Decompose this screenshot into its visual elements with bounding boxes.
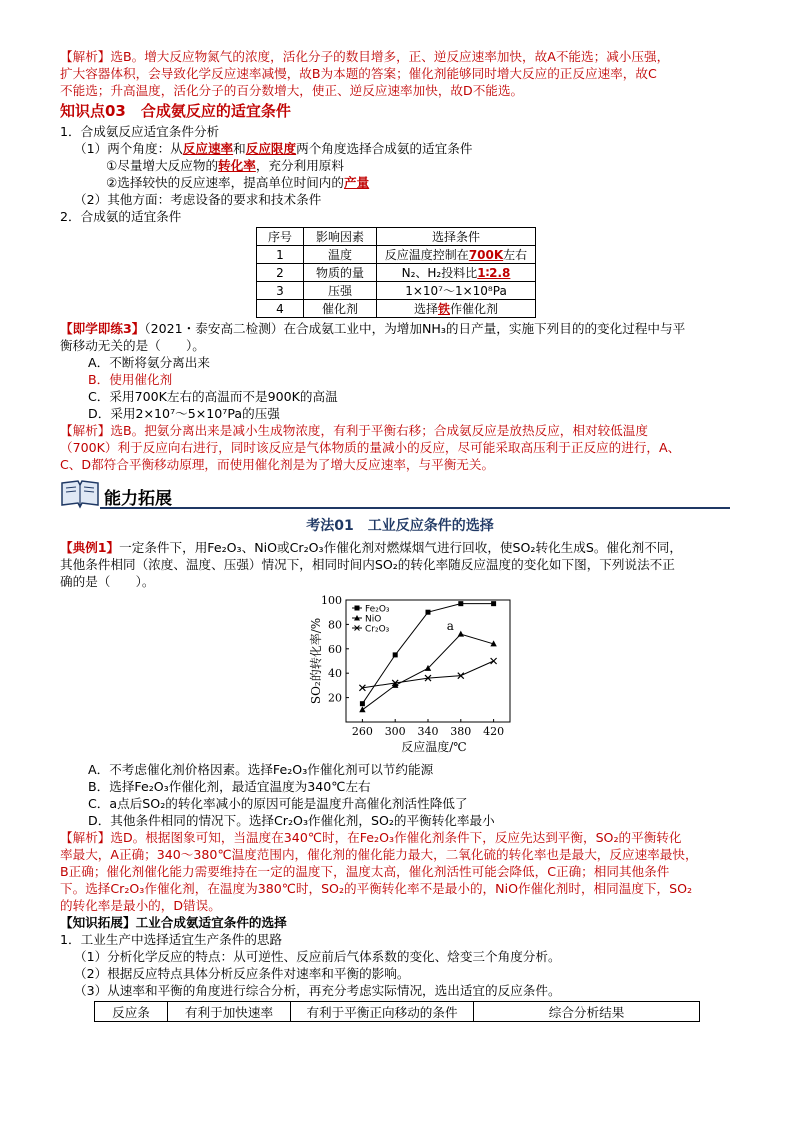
text-line: 2．合成氨的适宜条件	[60, 209, 182, 224]
y-tick-label: 100	[321, 594, 342, 607]
y-tick-label: 80	[328, 618, 342, 632]
text-line: （700K）利于反应向右进行，同时该反应是气体物质的量减小的反应，尽可能采取高压利于正反应的进行，A、	[60, 440, 681, 455]
table-row	[257, 264, 536, 282]
point-annotation: a	[446, 619, 454, 634]
table-header-row	[95, 1002, 700, 1022]
knowledge-extension-title: 【知识拓展】工业合成氨适宜条件的选择	[60, 915, 287, 930]
keyword: 反应速率	[182, 141, 234, 156]
table-cell: 4	[257, 300, 304, 318]
data-point	[426, 610, 431, 615]
practice-source: （2021・泰安高二检测）	[144, 321, 284, 336]
y-axis-label: SO₂的转化率/%	[309, 617, 323, 705]
banner-rule	[100, 507, 730, 509]
series-line	[362, 604, 493, 704]
legend-label: Fe₂O₃	[365, 604, 390, 615]
practice-question	[60, 320, 740, 337]
text-line: 的转化率是最小的，D错误。	[60, 898, 221, 913]
text-line: （3）从速率和平衡的角度进行综合分析，再充分考虑实际情况，选出适宜的反应条件。	[74, 983, 561, 998]
text-span: 在合成氨工业中，为增加NH₃的日产量，实施下列目的的变化过程中与平	[283, 321, 686, 336]
example-label: 【典例1】	[60, 540, 120, 555]
keyword: 1∶2.8	[477, 266, 511, 280]
data-point	[359, 706, 365, 712]
table-header-cell: 选择条件	[377, 228, 536, 246]
data-point	[393, 652, 398, 657]
x-tick-label: 380	[450, 725, 472, 738]
table-cell: 1	[257, 246, 304, 264]
banner-title: 能力拓展	[104, 489, 172, 509]
keyword: 产量	[343, 175, 370, 190]
text-line: 1．工业生产中选择适宜生产条件的思路	[60, 932, 283, 947]
text-line: 【解析】选D。根据图象可知，当温度在340℃时，在Fe₂O₃作催化剂条件下，反应先达到平衡，SO₂的平衡转化	[60, 830, 682, 845]
text-line: （2）其他方面：考虑设备的要求和技术条件	[74, 192, 322, 207]
option-c: C．采用700K左右的高温而不是900K的高温	[88, 389, 338, 404]
practice-label: 【即学即练3】	[60, 321, 145, 336]
table-cell: 压强	[304, 282, 377, 300]
table-header-cell: 综合分析结果	[474, 1002, 700, 1022]
conditions-table	[256, 227, 536, 318]
text-line: 确的是（ ）。	[60, 574, 155, 589]
text-line	[60, 174, 740, 191]
data-point	[360, 701, 365, 706]
table-cell	[377, 246, 536, 264]
x-axis-label: 反应温度/℃	[401, 740, 467, 754]
table-cell: 1×10⁷～1×10⁸Pa	[377, 282, 536, 300]
x-tick-label: 260	[351, 725, 373, 738]
text-span: 一定条件下，用Fe₂O₃、NiO或Cr₂O₃作催化剂对燃煤烟气进行回收，使SO₂转化生成S。催化剂不同，	[119, 540, 682, 555]
table-header-row	[257, 228, 536, 246]
text-line	[60, 157, 740, 174]
x-tick-label: 300	[384, 725, 406, 738]
data-point	[458, 631, 464, 637]
legend-marker	[355, 606, 360, 611]
table-cell	[377, 264, 536, 282]
text-span: 左右	[503, 248, 528, 262]
table-row	[257, 246, 536, 264]
option-d: D．其他条件相同的情况下。选择Cr₂O₃作催化剂，SO₂的平衡转化率最小	[88, 813, 495, 828]
option-a: A．不考虑催化剂价格因素。选择Fe₂O₃作催化剂可以节约能源	[88, 762, 434, 777]
table-row	[257, 282, 536, 300]
text-line: 率最大，A正确；340～380℃温度范围内，催化剂的催化能力最大，二氧化硫的转化率也是最大，反应速率最快，	[60, 847, 698, 862]
book-icon	[60, 477, 100, 509]
option-b: B．选择Fe₂O₃作催化剂，最适宜温度为340℃左右	[88, 779, 371, 794]
text-span: （1）两个角度：从	[74, 141, 183, 156]
text-line: C、D都符合平衡移动原理，而使用催化剂是为了增大反应速率，与平衡无关。	[60, 457, 495, 472]
table-header-cell: 序号	[257, 228, 304, 246]
table-row	[257, 300, 536, 318]
x-tick-label: 340	[417, 725, 439, 738]
keyword: 铁	[437, 302, 450, 316]
text-line	[60, 140, 740, 157]
text-span: 和	[233, 141, 246, 156]
series-line	[362, 634, 493, 710]
text-span: N₂、H₂投料比	[401, 266, 478, 280]
table-header-cell: 反应条	[95, 1002, 168, 1022]
table-cell: 催化剂	[304, 300, 377, 318]
table-header-cell: 影响因素	[304, 228, 377, 246]
legend-label: NiO	[365, 614, 382, 625]
method-title: 考法01 工业反应条件的选择	[306, 518, 494, 534]
chart-svg	[280, 592, 540, 754]
keyword: 反应限度	[245, 141, 297, 156]
practice-analysis	[60, 422, 740, 473]
text-span: 反应温度控制在	[384, 248, 469, 262]
text-line: 【解析】选B。把氨分离出来是减小生成物浓度，有利于平衡右移；合成氨反应是放热反应，相对较低温度	[60, 423, 648, 438]
text-line: 扩大容器体积，会导致化学反应速率减慢，故B为本题的答案；催化剂能够同时增大反应的正反应速率，故C	[60, 66, 657, 81]
so2-conversion-chart	[280, 592, 740, 757]
text-line: （1）分析化学反应的特点：从可逆性、反应前后气体系数的变化、焓变三个角度分析。	[74, 949, 561, 964]
text-line: 不能选；升高温度，活化分子的百分数增大，使正、逆反应速率加快，故D不能选。	[60, 83, 524, 98]
text-line: 1．合成氨反应适宜条件分析	[60, 124, 220, 139]
table-cell: 物质的量	[304, 264, 377, 282]
data-point	[458, 601, 463, 606]
x-tick-label: 420	[483, 725, 505, 738]
text-line: （2）根据反应特点具体分析反应条件对速率和平衡的影响。	[74, 966, 410, 981]
text-span: 选择	[413, 302, 438, 316]
document-page	[60, 48, 740, 1022]
table-cell	[377, 300, 536, 318]
option-b: B．使用催化剂	[88, 372, 173, 387]
table-cell: 3	[257, 282, 304, 300]
y-tick-label: 60	[328, 642, 342, 656]
table-header-cell: 有利于平衡正向移动的条件	[291, 1002, 474, 1022]
text-line: B正确；催化剂催化能力需要维持在一定的温度下，温度太高，催化剂活性可能会降低，C正确；相同其他条件	[60, 864, 670, 879]
text-span: 作催化剂	[450, 302, 499, 316]
example-question	[60, 539, 740, 556]
section-banner	[60, 477, 740, 513]
text-line: 【解析】选B。增大反应物氮气的浓度，活化分子的数目增多，正、逆反应速率加快，故A不能选；减小压强，	[60, 49, 670, 64]
y-tick-label: 40	[328, 667, 342, 681]
data-point	[491, 601, 496, 606]
table-header-cell: 有利于加快速率	[168, 1002, 291, 1022]
example-analysis	[60, 829, 740, 914]
keyword: 700K	[468, 248, 504, 262]
legend-label: Cr₂O₃	[365, 624, 390, 635]
data-point	[491, 658, 497, 664]
table-cell: 2	[257, 264, 304, 282]
text-line: 衡移动无关的是（ ）。	[60, 338, 205, 353]
option-a: A．不断将氨分离出来	[88, 355, 210, 370]
y-tick-label: 20	[328, 691, 342, 705]
text-span: 两个角度选择合成氨的适宜条件	[296, 141, 473, 156]
option-d: D．采用2×10⁷～5×10⁷Pa的压强	[88, 406, 280, 421]
section-heading: 知识点03 合成氨反应的适宜条件	[60, 102, 291, 120]
conditions-analysis-table	[94, 1001, 700, 1022]
table-cell: 温度	[304, 246, 377, 264]
text-span: ①尽量增大反应物的	[106, 158, 219, 173]
keyword: 转化率	[218, 158, 256, 173]
option-c: C．a点后SO₂的转化率减小的原因可能是温度升高催化剂活性降低了	[88, 796, 468, 811]
text-span: ②选择较快的反应速率，提高单位时间内的	[106, 175, 344, 190]
text-line: 下。选择Cr₂O₃作催化剂，在温度为380℃时，SO₂的平衡转化率不是最小的，NiO作催化剂时，相同温度下，SO₂	[60, 881, 693, 896]
analysis-previous	[60, 48, 740, 99]
text-line: 其他条件相同（浓度、温度、压强）情况下，相同时间内SO₂的转化率随反应温度的变化如下图，下列说法不正	[60, 557, 675, 572]
text-span: ，充分利用原料	[255, 158, 344, 173]
